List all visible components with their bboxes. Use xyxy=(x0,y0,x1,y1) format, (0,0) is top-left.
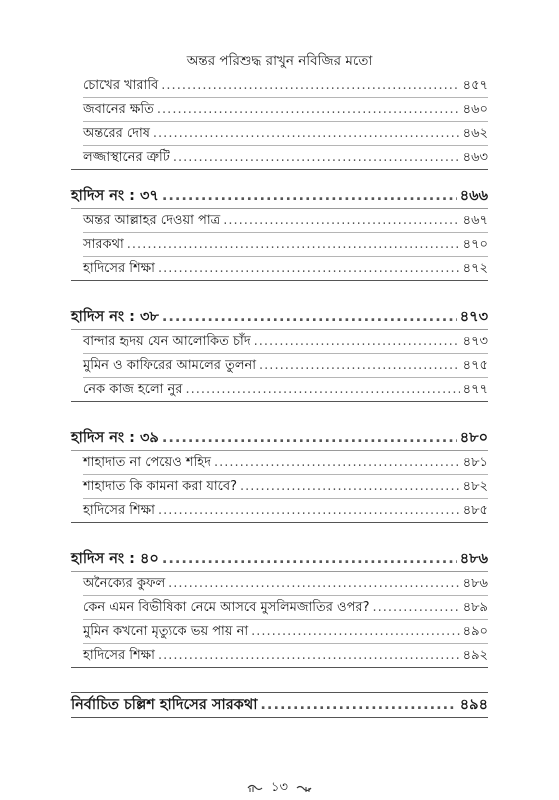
toc-entry[interactable] xyxy=(83,330,488,354)
dot-leader xyxy=(162,426,457,450)
toc-heading[interactable] xyxy=(71,547,488,572)
dot-leader xyxy=(162,305,457,329)
toc-entry-page: ৪৮৬ xyxy=(462,576,488,591)
toc-entry[interactable] xyxy=(83,122,488,146)
toc-entry[interactable] xyxy=(83,257,488,280)
toc-entry-title: চোখের খারাবি xyxy=(83,78,159,93)
toc-entry-title: হাদিসের শিক্ষা xyxy=(83,261,155,276)
toc-entry[interactable] xyxy=(83,354,488,378)
dot-leader xyxy=(153,122,460,145)
toc-entry-page: ৪৭২ xyxy=(462,261,488,276)
dot-leader xyxy=(251,620,460,643)
dot-leader xyxy=(254,330,460,353)
dot-leader xyxy=(158,499,460,522)
toc-entry[interactable] xyxy=(83,74,488,98)
toc-heading[interactable] xyxy=(71,693,488,717)
toc-heading-title: হাদিস নং : ৩৭ xyxy=(71,188,159,204)
toc-entry-page: ৪৯০ xyxy=(462,624,488,639)
toc-final-section xyxy=(71,692,488,718)
toc-entry-page: ৪৫৭ xyxy=(462,78,488,93)
dot-leader xyxy=(168,572,460,595)
toc-entry-page: ৪৭৭ xyxy=(462,382,488,397)
toc-section-hadith-40 xyxy=(71,547,488,668)
page-number: ১৩ xyxy=(271,780,288,795)
toc-entry[interactable] xyxy=(83,98,488,122)
toc-entry[interactable] xyxy=(83,378,488,401)
toc-entry-page: ৪৬২ xyxy=(462,126,488,141)
toc-entry[interactable] xyxy=(83,451,488,475)
dot-leader xyxy=(162,547,457,571)
toc-heading-title: নির্বাচিত চল্লিশ হাদিসের সারকথা xyxy=(71,697,258,713)
toc-heading-page: ৪৭৩ xyxy=(459,309,488,325)
toc-heading[interactable] xyxy=(71,305,488,330)
dot-leader xyxy=(373,596,460,619)
dot-leader xyxy=(259,354,460,377)
right-ornament-icon xyxy=(296,783,312,793)
toc-entry-title: সারকথা xyxy=(83,237,124,252)
toc-heading-page: ৪৮৬ xyxy=(459,551,488,567)
toc-entry[interactable] xyxy=(83,209,488,233)
toc-heading-title: হাদিস নং : ৩৯ xyxy=(71,430,159,446)
dot-leader xyxy=(173,146,460,169)
dot-leader xyxy=(240,475,460,498)
table-of-contents xyxy=(71,74,488,718)
toc-heading-title: হাদিস নং : ৪০ xyxy=(71,551,159,567)
toc-entry-title: অন্তরের দোষ xyxy=(83,126,150,141)
dot-leader xyxy=(158,644,460,667)
toc-entry-title: হাদিসের শিক্ষা xyxy=(83,648,155,663)
toc-heading-page: ৪৮০ xyxy=(459,430,488,446)
toc-entry-title: বান্দার হৃদয় যেন আলোকিত চাঁদ xyxy=(83,334,251,349)
toc-section-hadith-39 xyxy=(71,426,488,523)
running-header: অন্তর পরিশুদ্ধ রাখুন নবিজির মতো xyxy=(186,53,373,69)
dot-leader xyxy=(185,378,459,401)
toc-entry-page: ৪৭০ xyxy=(462,237,488,252)
toc-entry-title: মুমিন কখনো মৃত্যুকে ভয় পায় না xyxy=(83,624,249,639)
dot-leader xyxy=(157,98,460,121)
toc-heading[interactable] xyxy=(71,184,488,209)
toc-entry-title: শাহাদাত কি কামনা করা যাবে? xyxy=(83,479,238,494)
dot-leader xyxy=(158,257,460,280)
left-ornament-icon xyxy=(247,783,263,793)
dot-leader xyxy=(162,184,457,208)
dot-leader xyxy=(260,693,456,717)
toc-section-hadith-38 xyxy=(71,305,488,402)
dot-leader xyxy=(161,74,459,97)
toc-entry-title: অন্তর আল্লাহর দেওয়া পাত্র xyxy=(83,213,221,228)
toc-entry[interactable] xyxy=(83,596,488,620)
toc-section xyxy=(71,74,488,170)
toc-entry[interactable] xyxy=(83,620,488,644)
toc-entry-title: জবানের ক্ষতি xyxy=(83,102,154,117)
toc-heading[interactable] xyxy=(71,426,488,451)
toc-entry-page: ৪৬৭ xyxy=(462,213,488,228)
toc-entry-title: কেন এমন বিভীষিকা নেমে আসবে মুসলিমজাতির ওপর? xyxy=(83,600,370,615)
toc-entry[interactable] xyxy=(83,499,488,522)
toc-entry[interactable] xyxy=(83,146,488,169)
dot-leader xyxy=(223,209,459,232)
toc-entry-title: মুমিন ও কাফিরের আমলের তুলনা xyxy=(83,358,257,373)
dot-leader xyxy=(214,451,460,474)
toc-heading-title: হাদিস নং : ৩৮ xyxy=(71,309,159,325)
toc-entry-title: নেক কাজ হলো নুর xyxy=(83,382,183,397)
toc-entry-title: লজ্জাস্থানের ত্রুটি xyxy=(83,150,170,165)
toc-entry-page: ৪৯২ xyxy=(462,648,488,663)
toc-heading-page: ৪৯৪ xyxy=(459,697,488,713)
toc-entry[interactable] xyxy=(83,475,488,499)
toc-entry[interactable] xyxy=(83,572,488,596)
toc-section-hadith-37 xyxy=(71,184,488,281)
dot-leader xyxy=(127,233,460,256)
toc-entry[interactable] xyxy=(83,233,488,257)
toc-entry-page: ৪৮১ xyxy=(462,455,488,470)
toc-entry-page: ৪৭৫ xyxy=(462,358,488,373)
toc-entry-page: ৪৮২ xyxy=(462,479,488,494)
page-footer xyxy=(0,778,559,799)
toc-entry-page: ৪৬৩ xyxy=(462,150,488,165)
toc-entry[interactable] xyxy=(83,644,488,667)
toc-entry-title: হাদিসের শিক্ষা xyxy=(83,503,155,518)
toc-entry-page: ৪৮৫ xyxy=(462,503,488,518)
toc-entry-title: শাহাদাত না পেয়েও শহিদ xyxy=(83,455,211,470)
toc-entry-page: ৪৬০ xyxy=(462,102,488,117)
toc-heading-page: ৪৬৬ xyxy=(459,188,488,204)
toc-entry-title: অনৈক্যের কুফল xyxy=(83,576,166,591)
toc-entry-page: ৪৭৩ xyxy=(462,334,488,349)
toc-entry-page: ৪৮৯ xyxy=(462,600,488,615)
